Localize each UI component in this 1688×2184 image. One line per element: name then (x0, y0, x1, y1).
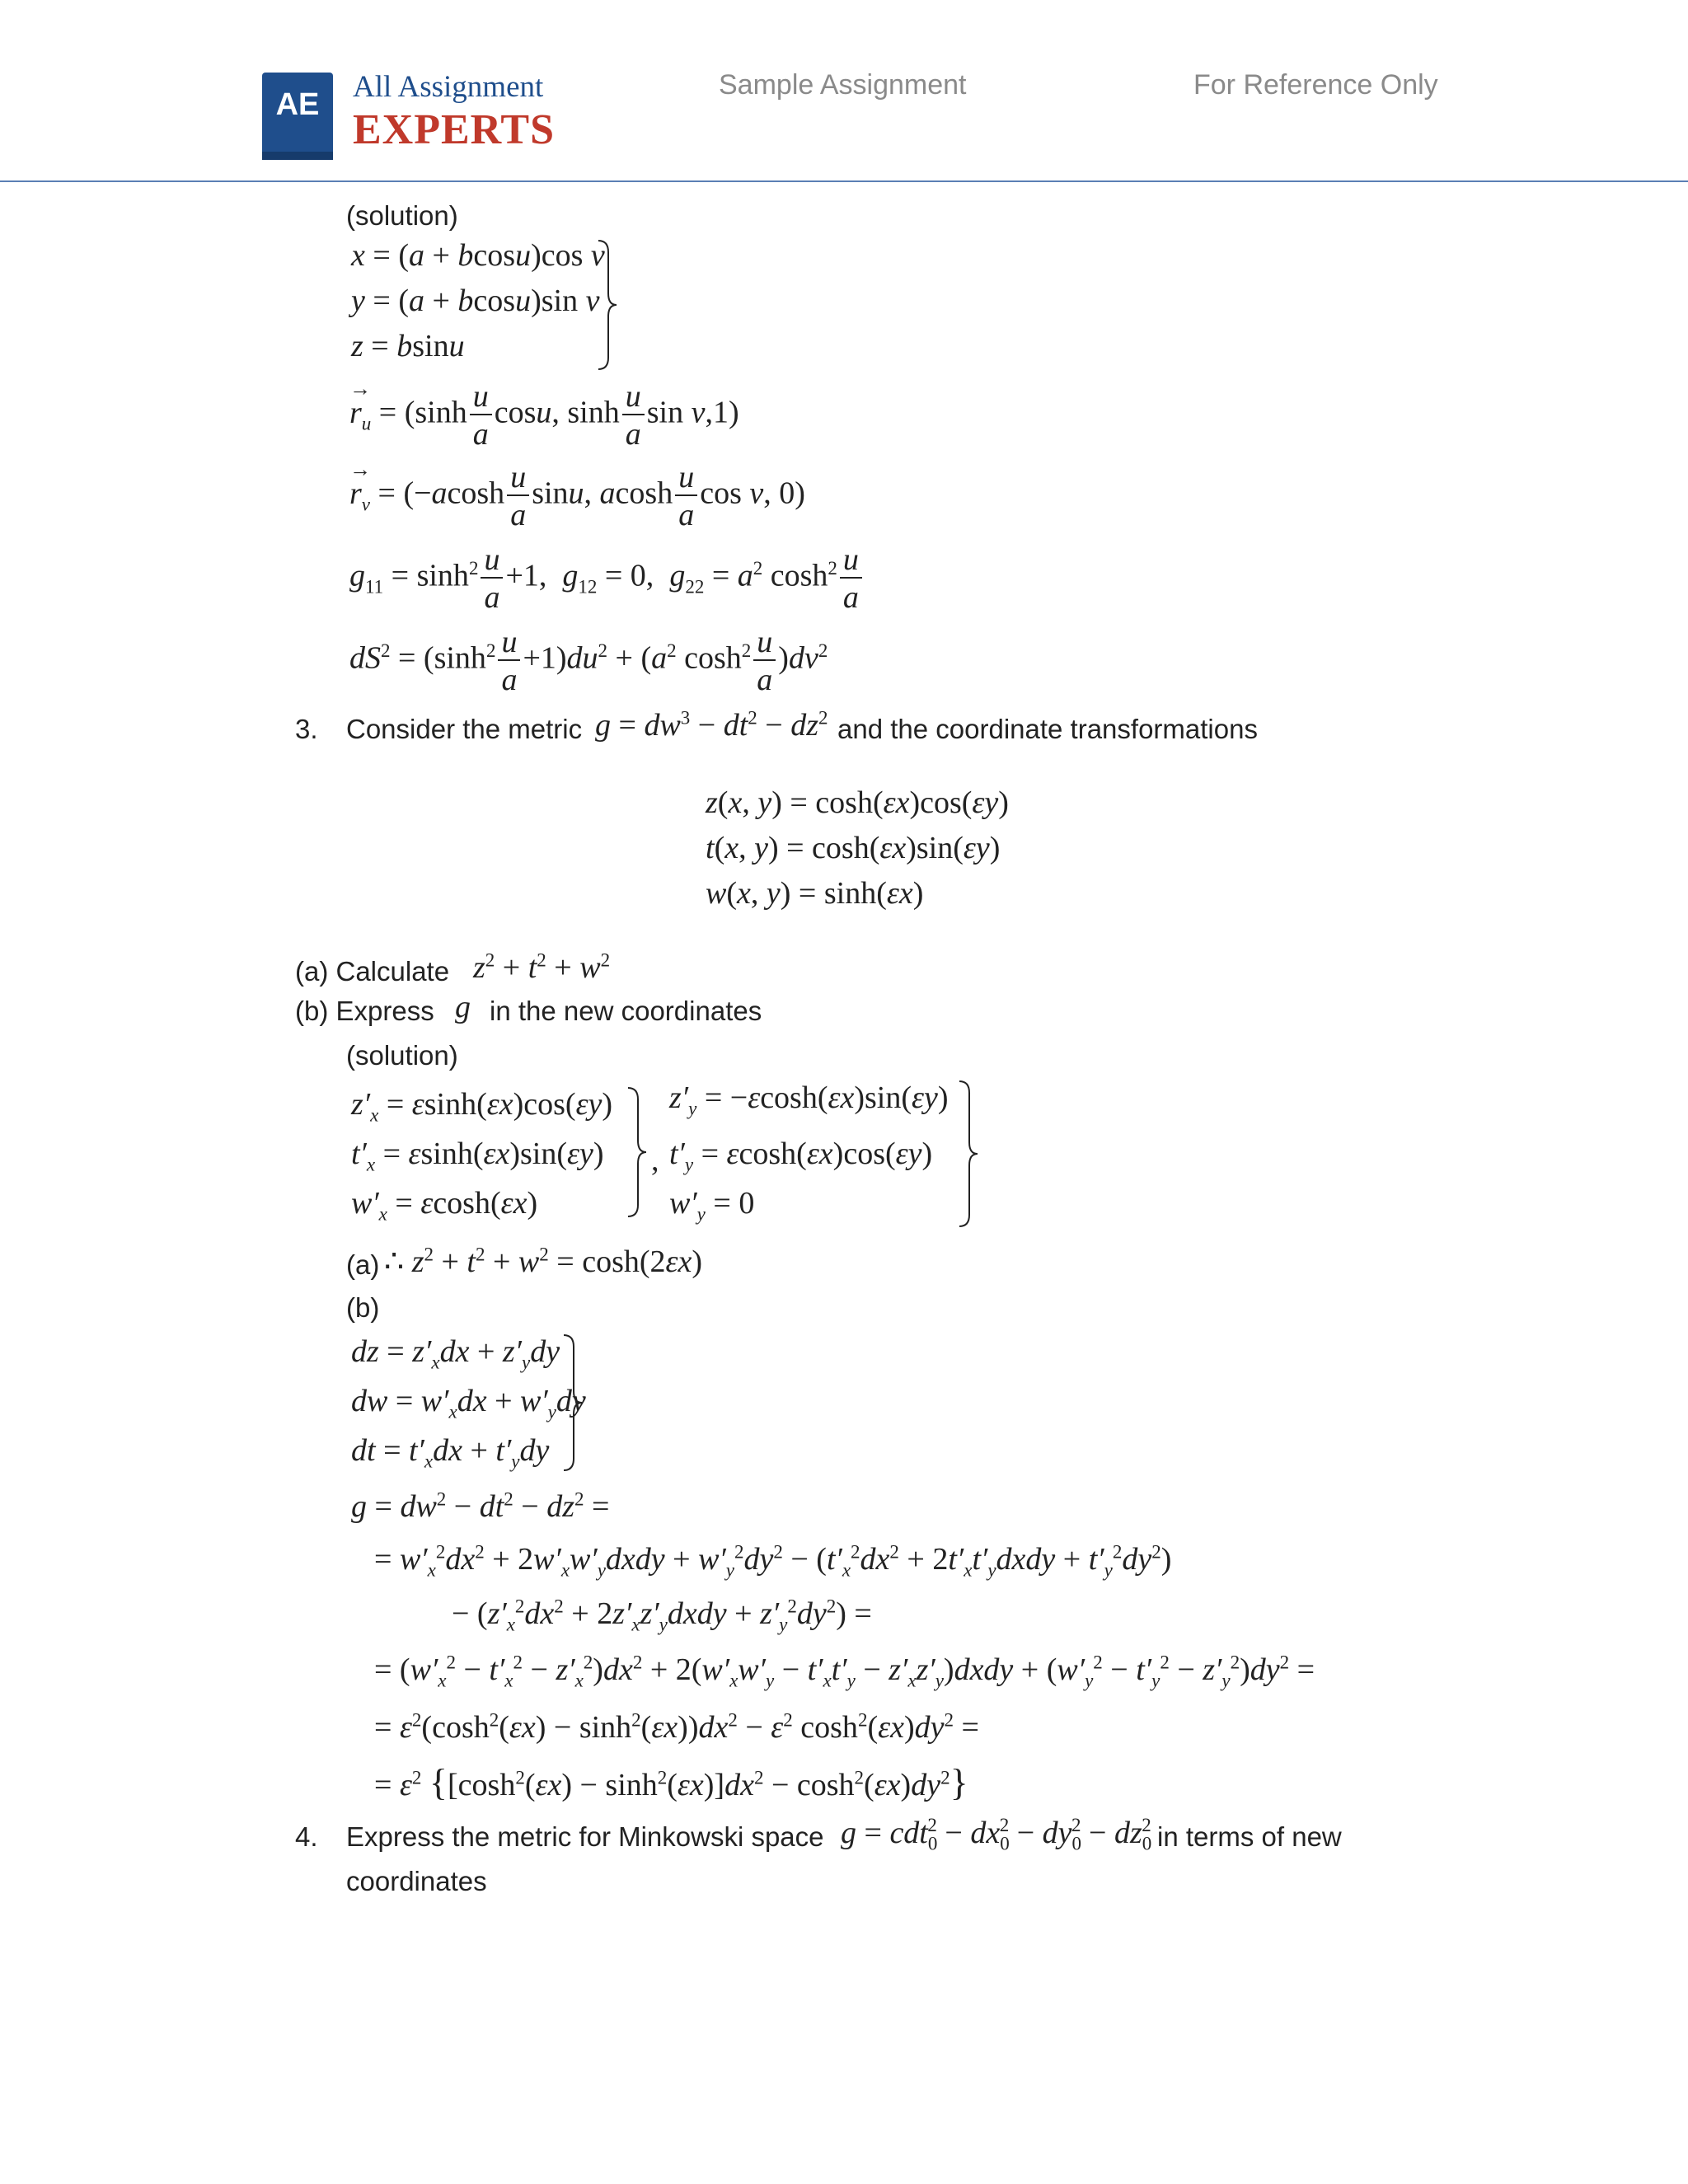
q4-metric: $g = cdt_0^2 - dx_0^2 - dy_0^2 - dz_0^2$ (841, 1815, 1152, 1854)
eq-wy: $w'_y = 0$ (669, 1186, 755, 1225)
right-brace (560, 1333, 585, 1472)
eq-t-transform: t(x, y) = cosh(εx)sin(εy) (706, 831, 1001, 865)
header-center-text: Sample Assignment (719, 69, 967, 101)
eq-tx: $t'_x = \varepsilon\sinh(\varepsilon x)\sin(\varepsilon y)$ (351, 1137, 604, 1175)
right-brace (595, 239, 620, 371)
eq-dw: dw = $w'_xdx + w'_ydy$ (351, 1384, 586, 1422)
eq-dt: dt = $t'_xdx + t'_ydy$ (351, 1433, 550, 1472)
eq-z-param: z = bsinu (351, 329, 465, 363)
eq-g-line4: = $(w'_x^2 - t'_x^2 - z'_x^2)dx^2 + 2(w'_xw'_y - t'_xt'_y$ − $z'_xz'_y)dxdy + (w'_y^2 - t'_y^2 - z'_y^2)dy^2$ = (374, 1652, 1315, 1691)
eq-ty: $t'_y = \varepsilon\cosh(\varepsilon x)\cos(\varepsilon y)$ (669, 1137, 933, 1175)
logo-book-spine (262, 152, 333, 160)
header-rule (0, 180, 1688, 182)
q3-metric: $g = dw^3 - dt^2 - dz^2$ (595, 707, 828, 743)
eq-x-param: x = (a + bcosu)cos v (351, 238, 605, 273)
eq-wx: $w'_x = \varepsilon\cosh(\varepsilon x)$ (351, 1186, 538, 1225)
eq-metric-components: $g_{11} = \sinh^2$ $\frac{u}{a}$ +1, $g_{12} = 0$, $g_{22} = a^2$ $\cosh^2$ $\frac{u}{a}$ (349, 544, 865, 613)
eq-rv: r → $_v$ = (−acosh $\frac{u}{a}$ sinu, acosh $\frac{u}{a}$ cos v, 0) (349, 457, 805, 532)
eq-g-line1: $g = dw^2 - dt^2 - dz^2$ = (351, 1488, 610, 1524)
eq-w-transform: w(x, y) = sinh(εx) (706, 876, 924, 911)
q3-number: 3. (295, 714, 318, 744)
qb-label: (b) Express (295, 996, 434, 1026)
q4-prefix: Express the metric for Minkowski space (346, 1821, 824, 1852)
right-brace (956, 1080, 981, 1228)
eq-line-element: $dS^2 = (\sinh^2$ $\frac{u}{a}$ $+1)du^2 + (a^2$ $\cosh^2$ $\frac{u}{a}$ )$dv^2$ (349, 625, 828, 697)
right-brace (625, 1086, 649, 1218)
header-right-text: For Reference Only (1193, 69, 1438, 101)
qb-g: g (455, 990, 471, 1024)
eq-ru: r → $_u$ = (sinh $\frac{u}{a}$ cosu, sinh $\frac{u}{a}$ sin v,1) (349, 376, 739, 452)
eq-z-transform: z(x, y) = cosh(εx)cos(εy) (706, 785, 1009, 820)
eq-y-param: y = (a + bcosu)sin v (351, 284, 600, 318)
answer-a-label: (a) (346, 1249, 380, 1280)
logo-line1: All Assignment (353, 70, 544, 104)
eq-g-line2: = $w'_x^2dx^2$ + $2w'_xw'_ydxdy + w'_y^2dy^2 - (t'_x^2dx^2$ + $2t'_xt'_ydxdy + t'_y^2dy^2$) (374, 1541, 1172, 1581)
eq-zy: $z'_y = -\varepsilon\cosh(\varepsilon x)\sin(\varepsilon y)$ (669, 1080, 949, 1119)
q4-suffix: in terms of new (1157, 1821, 1342, 1852)
q3-prefix: Consider the metric (346, 714, 583, 744)
eq-g-line6: = $\varepsilon^2$ $\{[\cosh^2(\varepsilon x) - \sinh^2(\varepsilon x)]dx^2 - \cosh^2(\varepsilon x)dy^2\}$ (374, 1761, 968, 1803)
answer-a-eq: ∴ $z^2 + t^2 + w^2 = \cosh(2\varepsilon x)$ (384, 1244, 703, 1279)
solution-label-1: (solution) (346, 200, 458, 231)
comma-separator: , (651, 1143, 659, 1178)
answer-b-label: (b) (346, 1292, 380, 1323)
qa-label: (a) Calculate (295, 956, 450, 987)
solution-label-2: (solution) (346, 1040, 458, 1071)
logo-mark-text: AE (275, 87, 320, 122)
eq-dz: dz = $z'_xdx + z'_ydy$ (351, 1334, 560, 1373)
logo-line2: EXPERTS (353, 106, 556, 153)
eq-g-line3: − ($z'_x^2dx^2$ + $2z'_xz'_ydxdy + z'_y^2dy^2$) = (452, 1596, 872, 1635)
q4-line2: coordinates (346, 1866, 487, 1896)
q4-number: 4. (295, 1821, 318, 1852)
eq-g-line5: = $\varepsilon^2(\cosh^2(\varepsilon x) - \sinh^2(\varepsilon x))dx^2 - \varepsilon^2$ $\cosh^2(\varepsilon x)dy^2$ = (374, 1709, 979, 1745)
eq-zx: $z'_x = \varepsilon\sinh(\varepsilon x)\cos(\varepsilon y)$ (351, 1087, 613, 1126)
qb-suffix: in the new coordinates (490, 996, 762, 1026)
logo-mark (262, 73, 333, 160)
q3-suffix: and the coordinate transformations (837, 714, 1258, 744)
qa-expression: $z^2 + t^2 + w^2$ (473, 949, 611, 985)
